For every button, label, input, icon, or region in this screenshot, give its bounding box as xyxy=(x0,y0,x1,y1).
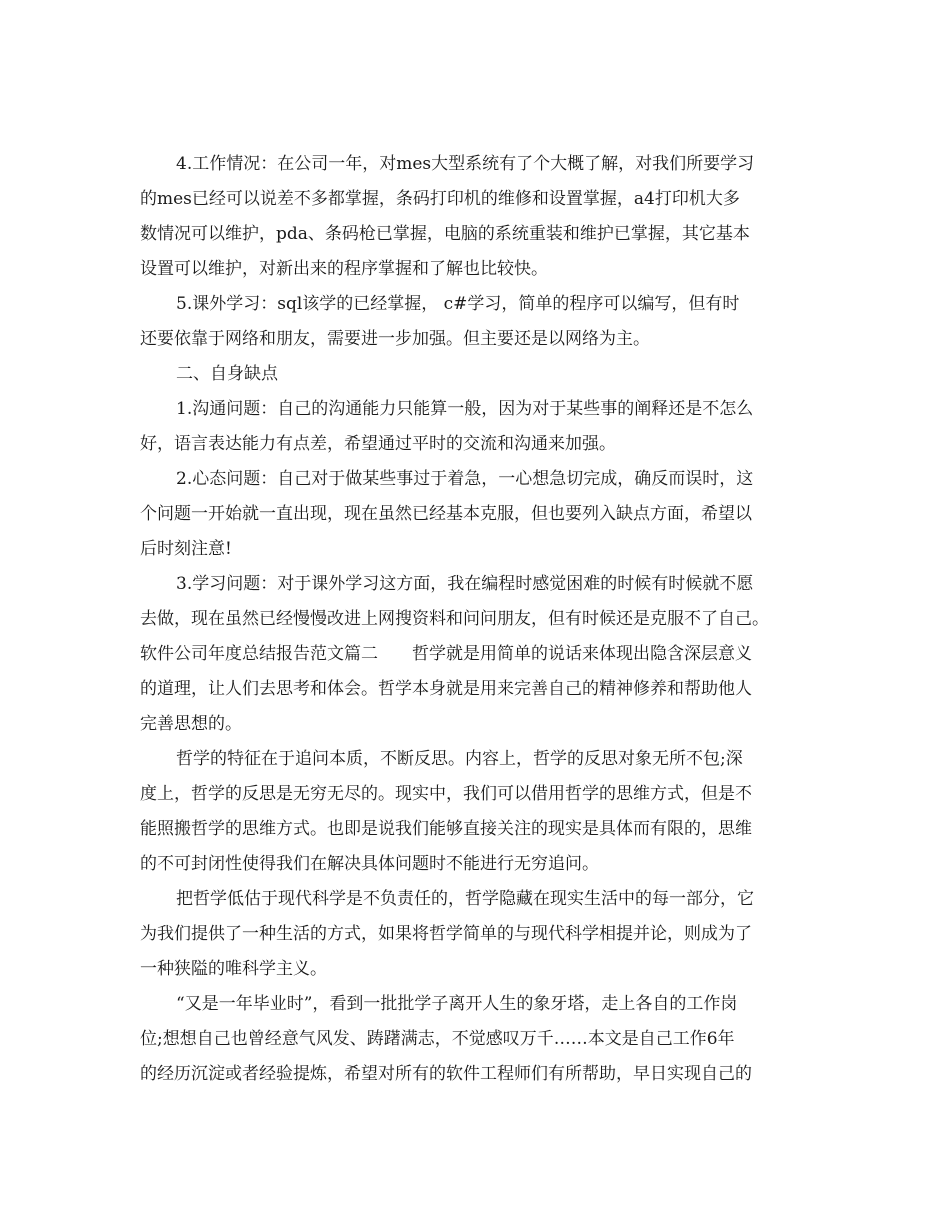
paragraph-line: 去做，现在虽然已经慢慢改进上网搜资料和问问朋友，但有时候还是克服不了自己。 xyxy=(140,609,769,629)
paragraph-line: 完善思想的。 xyxy=(140,714,242,734)
paragraph-line: 一种狭隘的唯科学主义。 xyxy=(140,959,327,979)
paragraph-line: 哲学的特征在于追问本质，不断反思。内容上，哲学的反思对象无所不包;深 xyxy=(176,749,743,769)
paragraph-line: 1.沟通问题：自己的沟通能力只能算一般，因为对于某些事的阐释还是不怎么 xyxy=(176,399,754,419)
paragraph-line: 个问题一开始就一直出现，现在虽然已经基本克服，但也要列入缺点方面，希望以 xyxy=(140,504,752,524)
paragraph-line: 为我们提供了一种生活的方式，如果将哲学简单的与现代科学相提并论，则成为了 xyxy=(140,924,752,944)
paragraph-line: 设置可以维护，对新出来的程序掌握和了解也比较快。 xyxy=(140,259,548,279)
paragraph-line: 把哲学低估于现代科学是不负责任的，哲学隐藏在现实生活中的每一部分，它 xyxy=(176,889,754,909)
paragraph-line: 5.课外学习：sql该学的已经掌握， c#学习，简单的程序可以编写，但有时 xyxy=(176,294,740,314)
paragraph-line: “又是一年毕业时”，看到一批批学子离开人生的象牙塔，走上各自的工作岗 xyxy=(176,994,738,1014)
paragraph-line: 度上，哲学的反思是无穷无尽的。现实中，我们可以借用哲学的思维方式，但是不 xyxy=(140,784,752,804)
paragraph-line: 的mes已经可以说差不多都掌握，条码打印机的维修和设置掌握，a4打印机大多 xyxy=(140,189,740,209)
paragraph-line: 数情况可以维护，pda、条码枪已掌握，电脑的系统重装和维护已掌握，其它基本 xyxy=(140,224,750,244)
section-heading: 二、自身缺点 xyxy=(176,364,278,384)
article-title-line: 软件公司年度总结报告范文篇二 哲学就是用简单的说话来体现出隐含深层意义 xyxy=(140,644,752,664)
paragraph-line: 的不可封闭性使得我们在解决具体问题时不能进行无穷追问。 xyxy=(140,854,599,874)
paragraph-line: 4.工作情况：在公司一年，对mes大型系统有了个大概了解，对我们所要学习 xyxy=(176,154,755,174)
paragraph-line: 还要依靠于网络和朋友，需要进一步加强。但主要还是以网络为主。 xyxy=(140,329,650,349)
paragraph-line: 位;想想自己也曾经意气风发、踌躇满志，不觉感叹万千……本文是自己工作6年 xyxy=(140,1029,735,1049)
paragraph-line: 2.心态问题：自己对于做某些事过于着急，一心想急切完成，确反而误时，这 xyxy=(176,469,754,489)
paragraph-line: 后时刻注意! xyxy=(140,539,232,559)
paragraph-line: 3.学习问题：对于课外学习这方面，我在编程时感觉困难的时候有时候就不愿 xyxy=(176,574,754,594)
paragraph-line: 的道理，让人们去思考和体会。哲学本身就是用来完善自己的精神修养和帮助他人 xyxy=(140,679,752,699)
paragraph-line: 能照搬哲学的思维方式。也即是说我们能够直接关注的现实是具体而有限的，思维 xyxy=(140,819,752,839)
paragraph-line: 好，语言表达能力有点差，希望通过平时的交流和沟通来加强。 xyxy=(140,434,616,454)
paragraph-line: 的经历沉淀或者经验提炼，希望对所有的软件工程师们有所帮助，早日实现自己的 xyxy=(140,1064,752,1084)
